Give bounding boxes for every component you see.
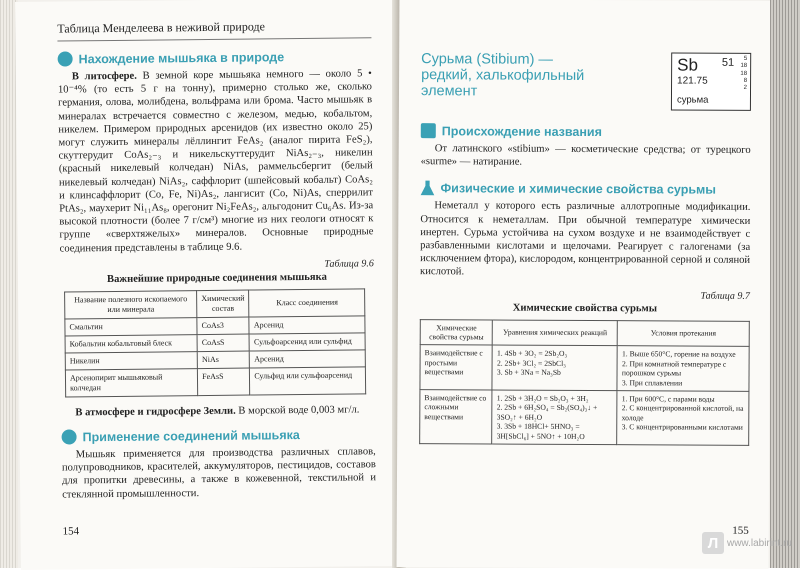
column-header: Уравнения химических реакций (493, 320, 618, 346)
running-head: Таблица Менделеева в неживой природе (57, 19, 265, 36)
header-rule (57, 37, 371, 41)
electron-shells (740, 56, 747, 93)
section-heading-origin (421, 123, 751, 140)
globe-icon (58, 51, 73, 66)
arsenic-compounds-table (64, 288, 367, 397)
origin-paragraph: От латинского «stibium» — косметические средства; от турецкого «surme» — натирание. (420, 143, 751, 168)
table-cell: Никелин (65, 351, 197, 369)
section-title: Применение соединений мышьяка (82, 427, 300, 444)
shell-count: 5 (743, 55, 748, 62)
table-cell: Арсенопирит мышьяковый колчедан (65, 368, 197, 396)
paragraph-text: В морской воде 0,003 мг/л. (235, 404, 360, 417)
page-155 (397, 0, 772, 569)
shell-count: 2 (743, 85, 748, 92)
properties-paragraph: Неметалл у которого есть различные аллотропные модификации. Относится к неметаллам. При обычной температуре химически инертен. Сурьма устойчива на сухом воздухе и не взаимодействует с разбавленными кислотами и щелочами. Реагирует с галогенами (за исключением фтора), кислородом, концентрированной серной и соляной кислотой. (420, 200, 751, 278)
table-cell: Сульфид или сульфоарсенид (250, 367, 366, 395)
watermark (702, 532, 792, 554)
shell-count: 18 (740, 70, 748, 77)
lithosphere-paragraph (58, 67, 374, 255)
book-icon (421, 123, 436, 138)
column-header: Название полезного ископаемого или минерала (65, 290, 197, 318)
table-title: Важнейшие природные соединения мышьяка (106, 271, 327, 285)
table-cell: FeAsS (198, 368, 250, 396)
globe-icon (62, 429, 77, 444)
table-caption: Таблица 9.6 (324, 258, 374, 270)
section-title: Физические и химические свойства сурьмы (440, 181, 717, 197)
applications-paragraph: Мышьяк применяется для производства различных сплавов, полупроводников, красителей, аккумуляторов, пестицидов, составов для пропитки древесины, а также в кожевенной, текстильной и стеклянной промышленности. (61, 446, 377, 501)
paragraph-lead: В атмосфере и гидросфере Земли. (75, 405, 236, 419)
column-header: Условия протекания (618, 320, 750, 347)
table-cell: Взаимодействие с простыми веществами (420, 345, 493, 390)
table-cell: Арсенид (249, 316, 365, 334)
section-heading-occurrence (58, 48, 372, 66)
section-heading-applications (62, 426, 376, 444)
table-cell: Арсенид (250, 350, 366, 368)
element-title (421, 51, 584, 100)
element-name: сурьма (676, 94, 709, 106)
table-cell: CoAsS (197, 334, 249, 352)
antimony-properties-table (419, 319, 750, 446)
table-caption: Таблица 9.7 (700, 290, 750, 302)
table-cell: NiAs (197, 351, 249, 369)
page-number: 154 (62, 525, 80, 538)
section-title: Нахождение мышьяка в природе (78, 49, 285, 66)
table-header-row (420, 319, 749, 347)
shell-count: 8 (743, 77, 748, 84)
atmosphere-paragraph (61, 403, 375, 419)
table-title: Химические свойства сурьмы (512, 302, 658, 315)
element-title-line: редкий, халькофильный (421, 67, 585, 84)
table-cell: 1. 2Sb + 3H₂O = Sb₂O₃ + 3H₂ 2. 2Sb + 6H₂SO₄ = Sb₂(SO₄)₃↓ + 3SO₂↑ + 6H₂O 3. 3Sb + 18HCl+ 5HNO₃ = 3H[SbCl₆] + 5NO↑ + 10H₂O (492, 390, 617, 445)
table-cell: Сульфоарсенид или сульфид (249, 333, 365, 351)
page-154 (15, 0, 399, 570)
table-cell: CoAs3 (197, 317, 249, 335)
table-row (420, 390, 749, 446)
section-heading-properties (420, 181, 750, 198)
paragraph-text: В земной коре мышьяка немного — около 5 • 10⁻⁴% (то есть 5 г на тонну), примерно столько же, сколько германия, олова, молибдена, вольфрама или брома. Часто мышьяк в минералах встречается совместно с железом, медью, кобальтом, никелем. Примером природных арсенидов (их известно около 25) могут служить минералы лёллингит FeAs₂ (аналог пирита FeS₂), скуттерудит CoAs₂₋₃ и никельскуттерудит NiAs₂₋₃, никелин (красный никелевый колчедан) NiAs, раммельсбергит (белый никелевый колчедан) NiAs₂, саффлорит (шпейсовый кобальт) CoAs₂ и клинсаффлорит (Co, Fe, Ni)As₂, лангисит (Co, Ni)As, сперрилит PtAs₂, маухерит Ni₁₁As₈, орегонит Ni₂FeAs₂, альгодонит Cu₆As. Из-за высокой плотности (более 7 г/см³) многие из них геологи относят к группе «сверхтяжелых» минералов. Основные природные соединения представлены в таблице 9.6. (57, 68, 374, 255)
column-header: Класс соединения (249, 289, 365, 317)
watermark-text: www.labirint.ru (726, 537, 792, 549)
table-cell: 1. При 600°C, с парами воды 2. С концентрированной кислотой, на холоде 3. С концентрированными кислотами (617, 391, 749, 446)
table-cell: Смальтин (65, 317, 197, 335)
table-cell: Взаимодействие со сложными веществами (420, 390, 493, 444)
flask-icon (420, 181, 434, 196)
labirint-logo-icon: Л (702, 532, 724, 554)
page-number: 155 (732, 524, 749, 537)
table-cell: Кобальтин кобальтовый блеск (65, 334, 197, 352)
paragraph-lead: В литосфере. (71, 70, 137, 83)
table-row (420, 345, 749, 391)
column-header: Химические свойства сурьмы (420, 319, 493, 345)
table-row (65, 367, 366, 397)
element-header (421, 51, 751, 111)
table-cell: 1. Выше 650°C, горение на воздухе 2. При комнатной температуре с порошком сурьмы 3. При сплавлении (617, 346, 749, 391)
element-symbol: Sb (677, 55, 698, 75)
column-header: Химический состав (197, 290, 249, 318)
periodic-element-box (671, 52, 751, 110)
element-title-line: Сурьма (Stibium) — (421, 51, 553, 68)
table-header-row (65, 289, 366, 319)
right-page-edges (770, 0, 800, 568)
table-cell: 1. 4Sb + 3O₂ = 2Sb₂O₃ 2. 2Sb+ 3Cl₂ = 2SbCl₃ 3. Sb + 3Na = Na₃Sb (492, 345, 617, 390)
section-title: Происхождение названия (441, 123, 602, 139)
element-title-line: элемент (420, 83, 478, 100)
shell-count: 18 (740, 63, 748, 70)
atomic-mass: 121.75 (677, 75, 708, 87)
atomic-number: 51 (721, 56, 735, 69)
